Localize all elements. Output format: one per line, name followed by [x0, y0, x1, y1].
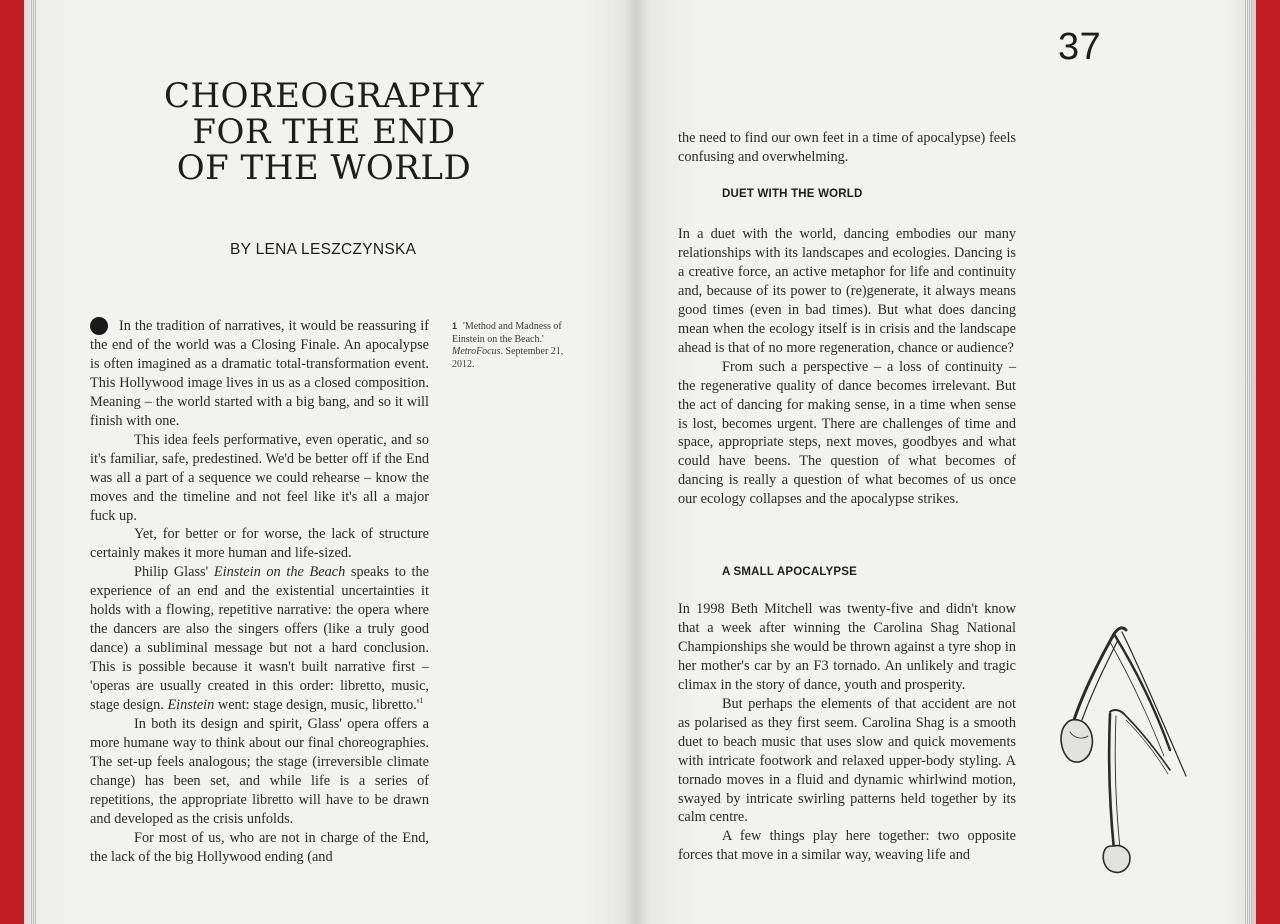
section-heading: A SMALL APOCALYPSE: [722, 566, 858, 578]
paragraph: From such a perspective – a loss of continuity – the regenerative quality of dance becomes irrelevant. But the act of dancing for making sense, in a time when sense is lost, becomes urgent. There are challenges of time and space, appropriate steps, next moves, goodbyes and what could have beens. The question of what becomes of dancing is really a question of what becomes of us once our ecology collapses and the apocalypse strikes.: [678, 358, 1016, 508]
paragraph: This idea feels performative, even operatic, and so it's familiar, safe, predestined. We'd be better off if the End was all a part of a sequence we could rehearse – know the moves and the timeline and not feel like it's all a major fuck up.: [90, 431, 429, 524]
twig-sketch-drawing: [1052, 620, 1192, 880]
section-heading: DUET WITH THE WORLD: [722, 188, 863, 200]
page-number: 37: [1058, 26, 1102, 68]
title-line: CHOREOGRAPHY: [163, 76, 485, 116]
continuation-text: [678, 129, 1016, 167]
footnote-reference[interactable]: 1: [419, 696, 424, 706]
paragraph: Yet, for better or for worse, the lack of structure certainly makes it more human and life-sized.: [90, 526, 429, 562]
paragraph: In the tradition of narratives, it would be reassuring if the end of the world was a Closing Finale. An apocalypse is often imagined as a dramatic total-transformation event. This Hollywood image lives in us as a closed composition. Meaning – the world started with a big bang, and so it will finish with one.: [90, 318, 429, 429]
paragraph: the need to find our own feet in a time of apocalypse) feels confusing and overwhelming.: [678, 130, 1016, 165]
left-body-text: [90, 317, 429, 867]
byline: BY LENA LESZCZYNSKA: [230, 241, 417, 258]
paragraph: But perhaps the elements of that accident are not as polarised as they first seem. Carolina Shag is a smooth duet to beach music that uses slow and quick movements with intricate footwork and relaxed upper-body styling. A tornado moves in a fluid and dynamic whirlwind motion, swayed by intricate swirling patterns held together by its calm centre.: [678, 695, 1016, 826]
right-page-edge: [1244, 0, 1252, 924]
footnote: 1 'Method and Madness of Einstein on the Beach.' MetroFocus. September 21, 2012.: [452, 321, 564, 370]
left-page-edge: [30, 0, 36, 924]
footnote-number: 1: [452, 321, 458, 331]
section-duet-text: [678, 225, 1016, 509]
paragraph: In 1998 Beth Mitchell was twenty-five and didn't know that a week after winning the Carolina Shag National Championships she would be thrown against a tyre shop in her mother's car by an F3 tornado. An unlikely and tragic climax in the story of dance, youth and prosperity.: [678, 601, 1016, 693]
paragraph: Philip Glass' Einstein on the Beach speaks to the experience of an end and the existential uncertainties it holds with a flowing, repetitive narrative: the opera where the dancers are also the singers offers (like a truly good dance) a subliminal message but not a hard conclusion. This is possible because it wasn't built narrative first – 'operas are usually created in this order: libretto, music, stage design. Einstein went: stage design, music, $libretto.'^1$: [90, 564, 429, 714]
paragraph: For most of us, who are not in charge of the End, the lack of the big Hollywood ending (and: [90, 829, 429, 865]
paragraph: In both its design and spirit, Glass' opera offers a more humane way to think about our final choreographies. The set-up feels analogous; the stage (irreversible climate change) has been set, and while life is a series of repetitions, the appropriate libretto will have to be drawn and developed as the crisis unfolds.: [90, 716, 429, 827]
paragraph: A few things play here together: two opposite forces that move in a similar way, weaving life and: [678, 828, 1016, 864]
title-line: FOR THE END: [192, 112, 456, 152]
title-line: OF THE WORLD: [176, 148, 472, 188]
bullet-dot-icon: [90, 317, 108, 335]
article-title: [124, 78, 524, 186]
paragraph: In a duet with the world, dancing embodies our many relationships with its landscapes and ecologies. Dancing is a creative force, an active metaphor for life and continuity and, because of its power to (re)generate, it always means good times (even in bad times). But what does dancing mean when the ecology itself is in crisis and the landscape ahead is that of no more regeneration, chance or audience?: [678, 226, 1016, 356]
section-apocalypse-text: [678, 600, 1016, 865]
